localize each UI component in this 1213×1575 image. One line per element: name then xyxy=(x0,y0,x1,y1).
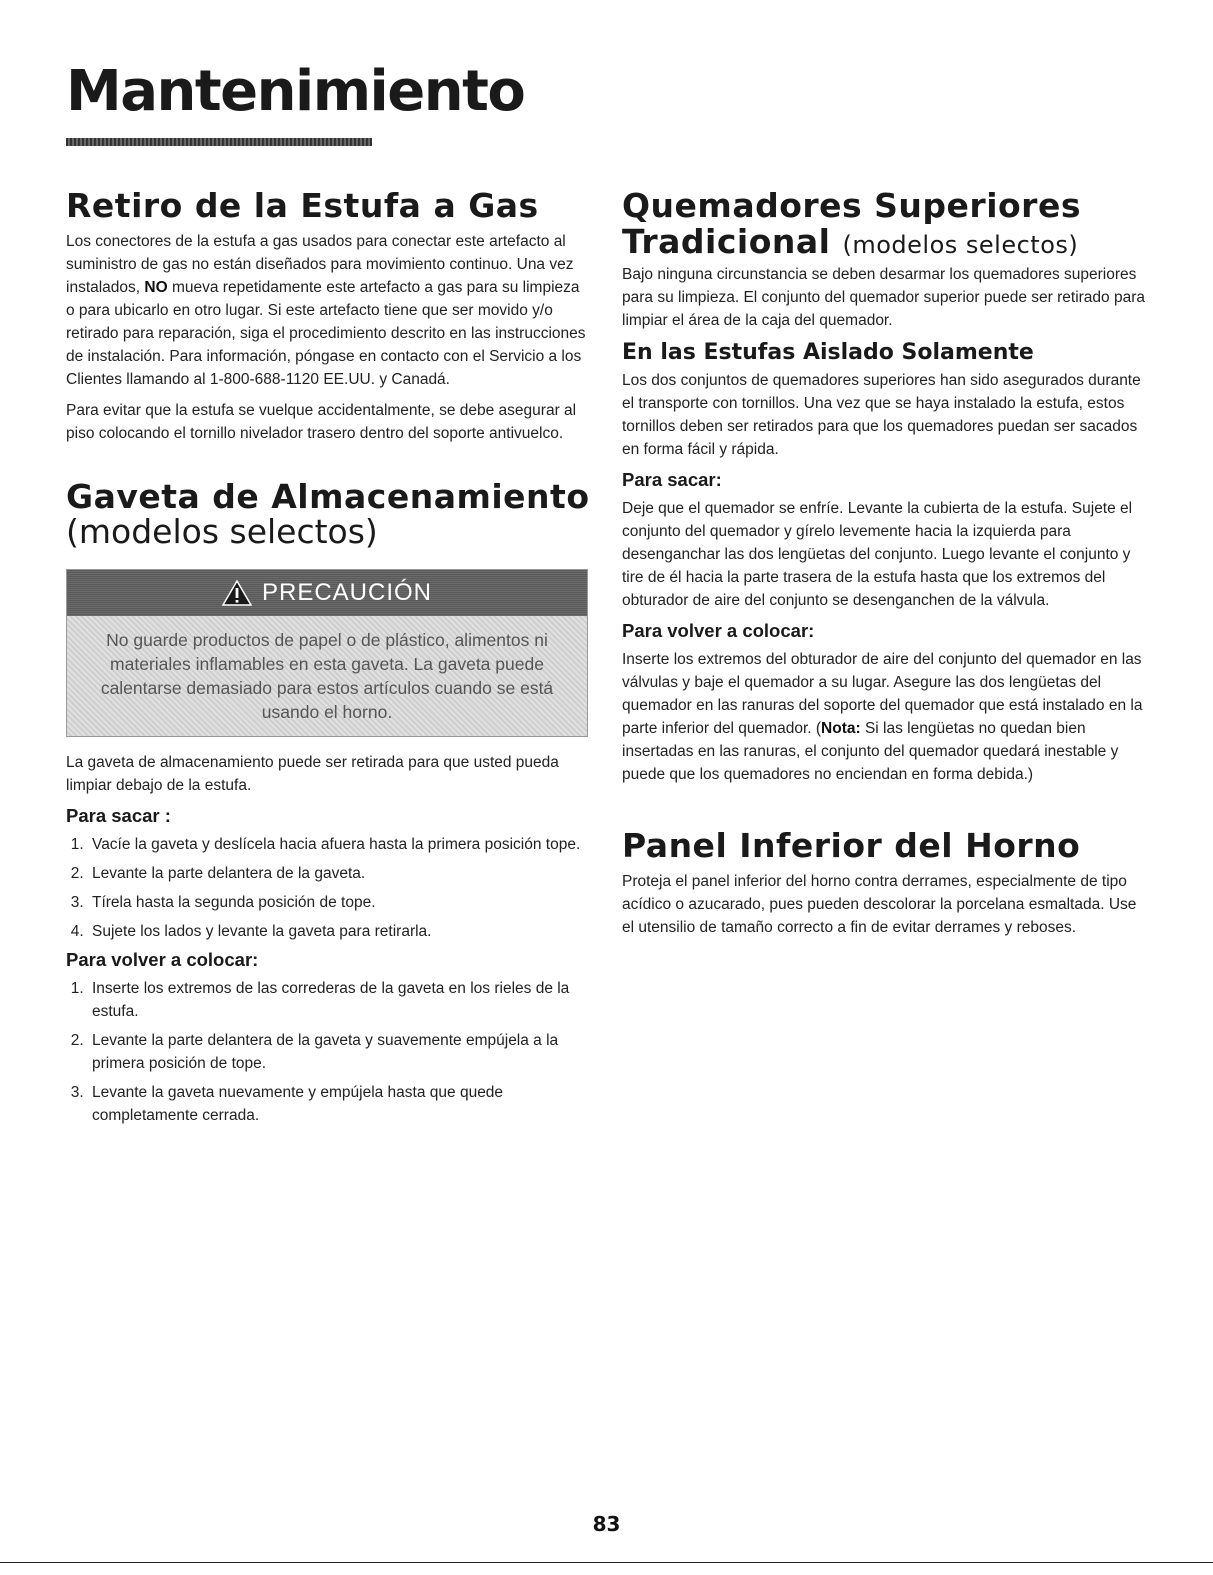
page-title: Mantenimiento xyxy=(66,59,525,124)
gaveta-subheading: (modelos selectos) xyxy=(66,512,378,552)
panel-paragraph: Proteja el panel inferior del horno contra derrames, especialmente de tipo acídico o azucarado, pues pueden descolorar la porcelana esmaltada. Use el utensilio de tamaño correcto a fin de evitar derrames y reboses. xyxy=(622,872,1137,936)
panel-heading: Panel Inferior del Horno xyxy=(622,826,1081,866)
list-item: 1. Inserte los extremos de las correderas de la gaveta en los rieles de la estufa. xyxy=(88,977,592,1023)
quemadores-subheading: (modelos selectos) xyxy=(842,230,1079,259)
gaveta-remove-steps xyxy=(66,833,592,943)
quemadores-remove-paragraph: Deje que el quemador se enfríe. Levante la cubierta de la estufa. Sujete el conjunto del quemador y gírelo levemente hacia la izquierda para desenganchar las dos lengüetas del conjunto. Luego levante el conjunto y tire de él hacia la parte trasera de la estufa hasta que los extremos del obturador de aire del conjunto se desenganchen de la válvula. xyxy=(622,500,1133,610)
aislado-heading: En las Estufas Aislado Solamente xyxy=(622,340,1034,366)
list-item: 2. Levante la parte delantera de la gaveta. xyxy=(88,862,592,885)
title-underline xyxy=(66,138,372,146)
left-column xyxy=(66,188,592,1133)
quemadores-replace-paragraph xyxy=(622,648,1152,786)
caution-header xyxy=(67,570,587,616)
caution-text: No guarde productos de papel o de plástico, alimentos ni materiales inflamables en esta gaveta. La gaveta puede calentarse demasiado para estos artículos cuando se está usando el horno. xyxy=(67,616,587,736)
gaveta-replace-heading: Para volver a colocar: xyxy=(66,948,259,970)
gaveta-heading: Gaveta de Almacenamiento xyxy=(66,476,590,516)
bottom-rule xyxy=(0,1562,1213,1563)
list-item: 2. Levante la parte delantera de la gaveta y suavemente empújela a la primera posición de tope. xyxy=(88,1029,592,1075)
quemadores-heading-line1: Quemadores Superiores xyxy=(622,186,1081,225)
section-gaveta xyxy=(66,476,592,1127)
retiro-heading: Retiro de la Estufa a Gas xyxy=(66,186,539,225)
quemadores-remove-heading: Para sacar: xyxy=(622,469,722,491)
retiro-paragraph-1 xyxy=(66,230,592,391)
right-column xyxy=(622,188,1152,947)
list-item: 3. Tírela hasta la segunda posición de tope. xyxy=(88,891,592,914)
quemadores-heading-line2-wrap xyxy=(622,221,1152,261)
aislado-paragraph: Los dos conjuntos de quemadores superiores han sido asegurados durante el transporte con tornillos. Una vez que se haya instalado la estufa, estos tornillos deben ser retirados para que los quemadores puedan ser sacados en forma fácil y rápida. xyxy=(622,372,1141,459)
warning-triangle-icon xyxy=(222,580,252,606)
list-item: 1. Vacíe la gaveta y deslícela hacia afuera hasta la primera posición tope. xyxy=(88,833,592,856)
gaveta-remove-heading: Para sacar : xyxy=(66,804,171,826)
retiro-paragraph-2: Para evitar que la estufa se vuelque accidentalmente, se debe asegurar al piso colocando el tornillo nivelador trasero dentro del soporte antivuelco. xyxy=(66,401,577,442)
section-panel xyxy=(622,828,1152,939)
section-retiro xyxy=(66,188,592,445)
quemadores-paragraph: Bajo ninguna circunstancia se deben desarmar los quemadores superiores para su limpieza. El conjunto del quemador superior puede ser retirado para limpiar el área de la caja del quemador. xyxy=(622,266,1145,330)
retiro-p1-b: mueva repetidamente este artefacto a gas para su limpieza o para ubicarlo en otro lugar. Si este artefacto tiene que ser movido y/o retirado para reparación, siga el procedimiento descrito en las instrucciones de instalación. Para información, póngase en contacto con el Servicio a los Clientes llamando al 1-800-688-1120 EE.UU. y Canadá. xyxy=(66,278,586,388)
quemadores-heading-line2: Tradicional xyxy=(622,221,831,261)
replace-p-a: Inserte los extremos del obturador de aire del conjunto del quemador en las válvulas y baje el quemador a su lugar. Asegure las dos lengüetas del quemador en las ranuras del soporte del quemador que está instalado en la parte inferior del quemador. ( xyxy=(622,651,1143,738)
caution-box xyxy=(66,569,588,737)
page-number: 83 xyxy=(592,1512,621,1536)
list-item: 4. Sujete los lados y levante la gaveta para retirarla. xyxy=(88,920,592,943)
section-quemadores xyxy=(622,188,1152,786)
replace-note-label: Nota: xyxy=(821,720,861,738)
replace-p-b: Si las lengüetas no quedan bien insertadas en las ranuras, el conjunto del quemador quedará inestable y puede que los quemadores no enciendan en forma debida.) xyxy=(622,720,1119,784)
retiro-p1-a: Los conectores de la estufa a gas usados para conectar este artefacto al suministro de gas no están diseñados para movimiento continuo. Una vez instalados, xyxy=(66,232,574,296)
caution-title: PRECAUCIÓN xyxy=(261,578,433,606)
retiro-p1-bold: NO xyxy=(144,278,168,296)
gaveta-intro: La gaveta de almacenamiento puede ser retirada para que usted pueda limpiar debajo de la estufa. xyxy=(66,753,559,794)
list-item: 3. Levante la gaveta nuevamente y empújela hasta que quede completamente cerrada. xyxy=(88,1081,592,1127)
quemadores-replace-heading: Para volver a colocar: xyxy=(622,620,815,642)
gaveta-replace-steps xyxy=(66,977,592,1127)
